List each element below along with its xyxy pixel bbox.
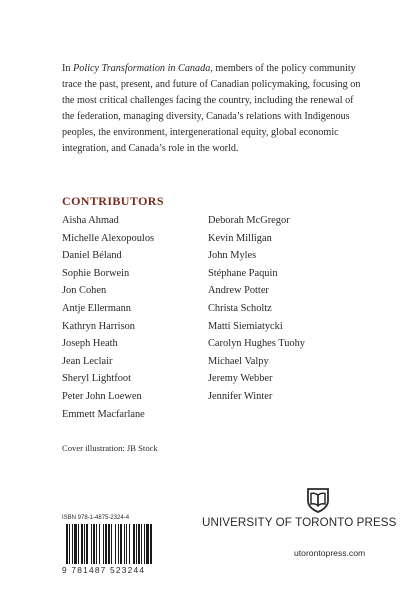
contributor-name: Matti Siemiatycki <box>208 320 283 332</box>
contributor-name: Sheryl Lightfoot <box>62 373 131 385</box>
barcode-bar <box>138 524 140 564</box>
contributor-name: Jennifer Winter <box>208 390 273 402</box>
contributors-list-right <box>208 212 305 406</box>
barcode-bar <box>105 524 107 564</box>
barcode-bar <box>150 524 152 564</box>
barcode-bar <box>141 524 142 564</box>
isbn-barcode <box>62 515 174 575</box>
contributor-name: Stéphane Paquin <box>208 267 278 279</box>
barcode-bar <box>74 524 77 564</box>
contributor-name: Emmett Macfarlane <box>62 408 145 420</box>
barcode-bar <box>93 524 95 564</box>
barcode-bar <box>108 524 110 564</box>
cover-credit: Cover illustration: JB Stock <box>62 443 158 453</box>
book-title: Policy Transformation in Canada <box>73 63 211 74</box>
barcode-bar <box>91 524 92 564</box>
barcode-bar <box>72 524 73 564</box>
barcode-bars <box>62 524 174 564</box>
contributor-name: Aisha Ahmad <box>62 215 119 226</box>
barcode-bar <box>69 524 70 564</box>
contributor-name: Daniel Béland <box>62 250 122 262</box>
barcode-bar <box>144 524 145 564</box>
barcode-digits: 9 781487 523244 <box>62 565 146 575</box>
publisher-name: UNIVERSITY OF TORONTO PRESS <box>202 516 397 529</box>
barcode-bar <box>133 524 135 564</box>
barcode-bar <box>78 524 79 564</box>
barcode-bar <box>84 524 85 564</box>
barcode-bar <box>129 524 130 564</box>
contributor-name: Jeremy Webber <box>208 373 273 385</box>
isbn-label: ISBN 978-1-4875-2324-4 <box>62 515 130 521</box>
barcode-bar <box>126 524 127 564</box>
contributors-heading: CONTRIBUTORS <box>62 194 164 208</box>
barcode-bar <box>115 524 116 564</box>
contributor-name: Jean Leclair <box>62 355 113 367</box>
contributor-name: Peter John Loewen <box>62 390 142 402</box>
barcode-bar <box>66 524 68 564</box>
contributor-name: Sophie Borwein <box>62 267 130 279</box>
barcode-bar <box>120 524 122 564</box>
contributor-name: Carolyn Hughes Tuohy <box>208 338 305 350</box>
contributor-name: Andrew Potter <box>208 285 269 297</box>
contributor-name: Christa Scholtz <box>208 302 272 314</box>
contributor-name: Michelle Alexopoulos <box>62 232 155 244</box>
contributor-name: Deborah McGregor <box>208 215 290 226</box>
barcode-bar <box>96 524 97 564</box>
barcode-bar <box>81 524 83 564</box>
book-description <box>62 61 362 157</box>
contributor-name: Kathryn Harrison <box>62 320 136 332</box>
contributor-name: John Myles <box>208 250 257 262</box>
barcode-bar <box>124 524 125 564</box>
contributor-name: Jon Cohen <box>62 285 107 297</box>
contributor-name: Michael Valpy <box>208 355 269 367</box>
blurb-body: , members of the policy community trace the past, present, and future of Canadian policymaking, focusing on the most critical challenges facing the country, including the renewal of the federation, managing diversity, Canada’s relations with Indigenous peoples, the environment, intergenerational equity, global economic integration, and Canada’s role in the world. <box>62 63 361 154</box>
contributor-name: Joseph Heath <box>62 338 118 350</box>
barcode-bar <box>146 524 149 564</box>
contributor-name: Antje Ellermann <box>62 302 131 314</box>
barcode-bar <box>118 524 119 564</box>
contributor-name: Kevin Milligan <box>208 232 272 244</box>
barcode-bar <box>86 524 88 564</box>
barcode-bar <box>99 524 100 564</box>
barcode-bar <box>111 524 112 564</box>
contributors-list-left <box>62 212 154 423</box>
barcode-bar <box>136 524 137 564</box>
publisher-url[interactable]: utorontopress.com <box>294 548 366 558</box>
blurb-prefix: In <box>62 63 74 74</box>
barcode-bar <box>103 524 104 564</box>
open-book-shield-icon <box>305 487 331 513</box>
